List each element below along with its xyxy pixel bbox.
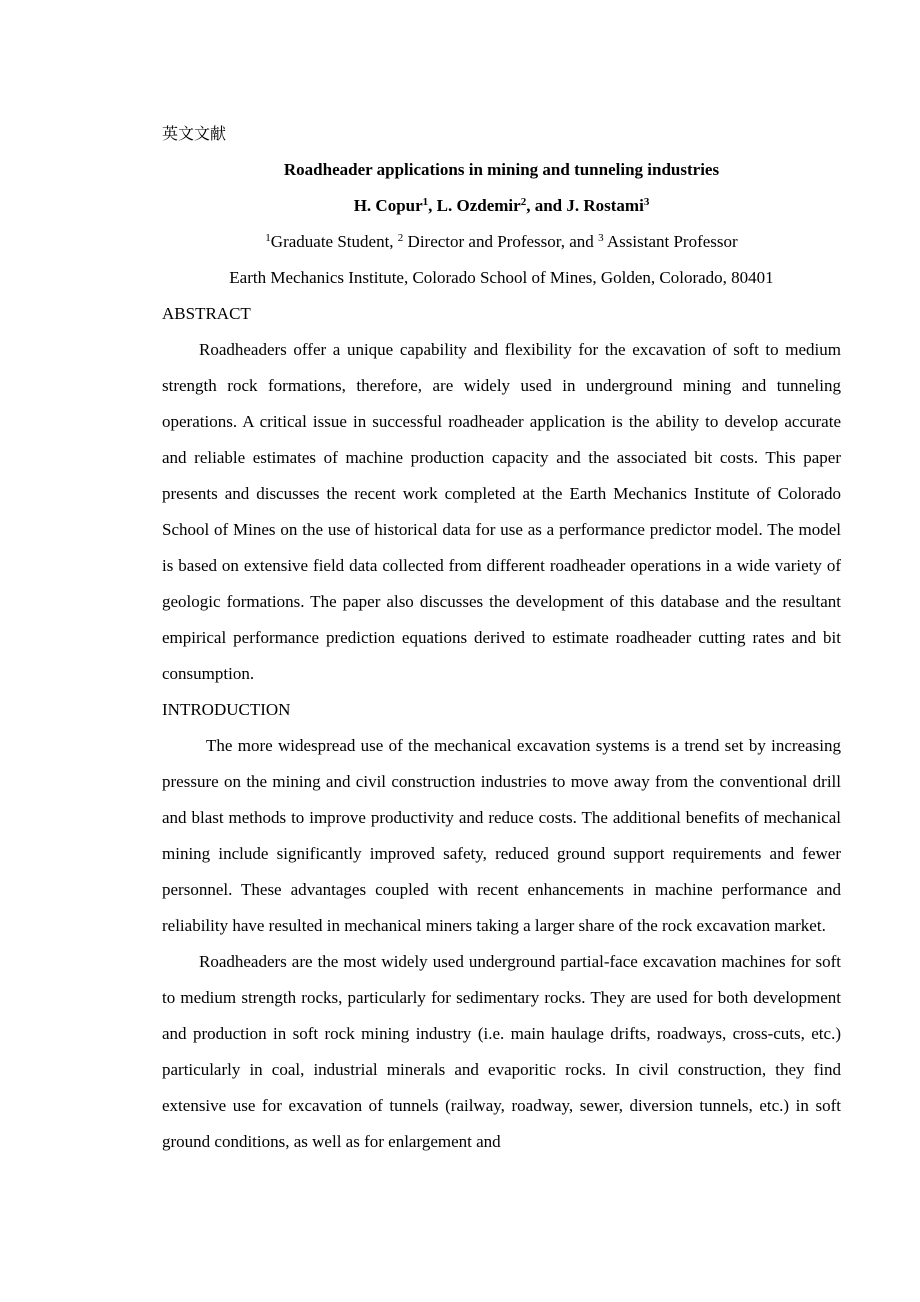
author-list: [162, 188, 841, 224]
author-name: , L. Ozdemir: [428, 196, 521, 215]
author-affiliations: [162, 224, 841, 260]
header-label: 英文文献: [162, 124, 227, 143]
author-superscript: 1: [422, 196, 429, 208]
affiliation-text: Director and Professor, and: [403, 232, 599, 251]
author-superscript: 3: [643, 196, 650, 208]
affiliation-superscript: 3: [598, 232, 604, 244]
affiliation-superscript: 2: [397, 232, 404, 244]
document-page: [162, 116, 841, 1160]
introduction-paragraph-2: Roadheaders are the most widely used underground partial-face excavation machines for soft to medium strength rocks, particularly for sedimentary rocks. They are used for both development and production in soft rock mining industry (i.e. main haulage drifts, roadways, cross-cuts, etc.) particularly in coal, industrial minerals and evaporitic rocks. In civil construction, they find extensive use for excavation of tunnels (railway, roadway, sewer, diversion tunnels, etc.) in soft ground conditions, as well as for enlargement and: [162, 952, 841, 1151]
affiliation-text: Assistant Professor: [603, 232, 738, 251]
institution: Earth Mechanics Institute, Colorado School of Mines, Golden, Colorado, 80401: [229, 268, 774, 287]
paper-title: Roadheader applications in mining and tunneling industries: [283, 160, 720, 179]
abstract-heading: ABSTRACT: [162, 304, 251, 323]
introduction-paragraph-1: The more widespread use of the mechanical excavation systems is a trend set by increasing pressure on the mining and civil construction industries to move away from the conventional drill and blast methods to improve productivity and reduce costs. The additional benefits of mechanical mining include significantly improved safety, reduced ground support requirements and fewer personnel. These advantages coupled with recent enhancements in machine performance and reliability have resulted in mechanical miners taking a larger share of the rock excavation market.: [162, 736, 841, 935]
abstract-paragraph: Roadheaders offer a unique capability and flexibility for the excavation of soft to medium strength rock formations, therefore, are widely used in underground mining and tunneling operations. A critical issue in successful roadheader application is the ability to develop accurate and reliable estimates of machine production capacity and the associated bit costs. This paper presents and discusses the recent work completed at the Earth Mechanics Institute of Colorado School of Mines on the use of historical data for use as a performance predictor model. The model is based on extensive field data collected from different roadheader operations in a wide variety of geologic formations. The paper also discusses the development of this database and the resultant empirical performance prediction equations derived to estimate roadheader cutting rates and bit consumption.: [162, 340, 841, 683]
affiliation-text: Graduate Student,: [270, 232, 398, 251]
author-name: , and J. Rostami: [526, 196, 644, 215]
author-superscript: 2: [520, 196, 527, 208]
author-name: H. Copur: [353, 196, 423, 215]
introduction-heading: INTRODUCTION: [162, 700, 291, 719]
affiliation-superscript: 1: [265, 232, 271, 244]
